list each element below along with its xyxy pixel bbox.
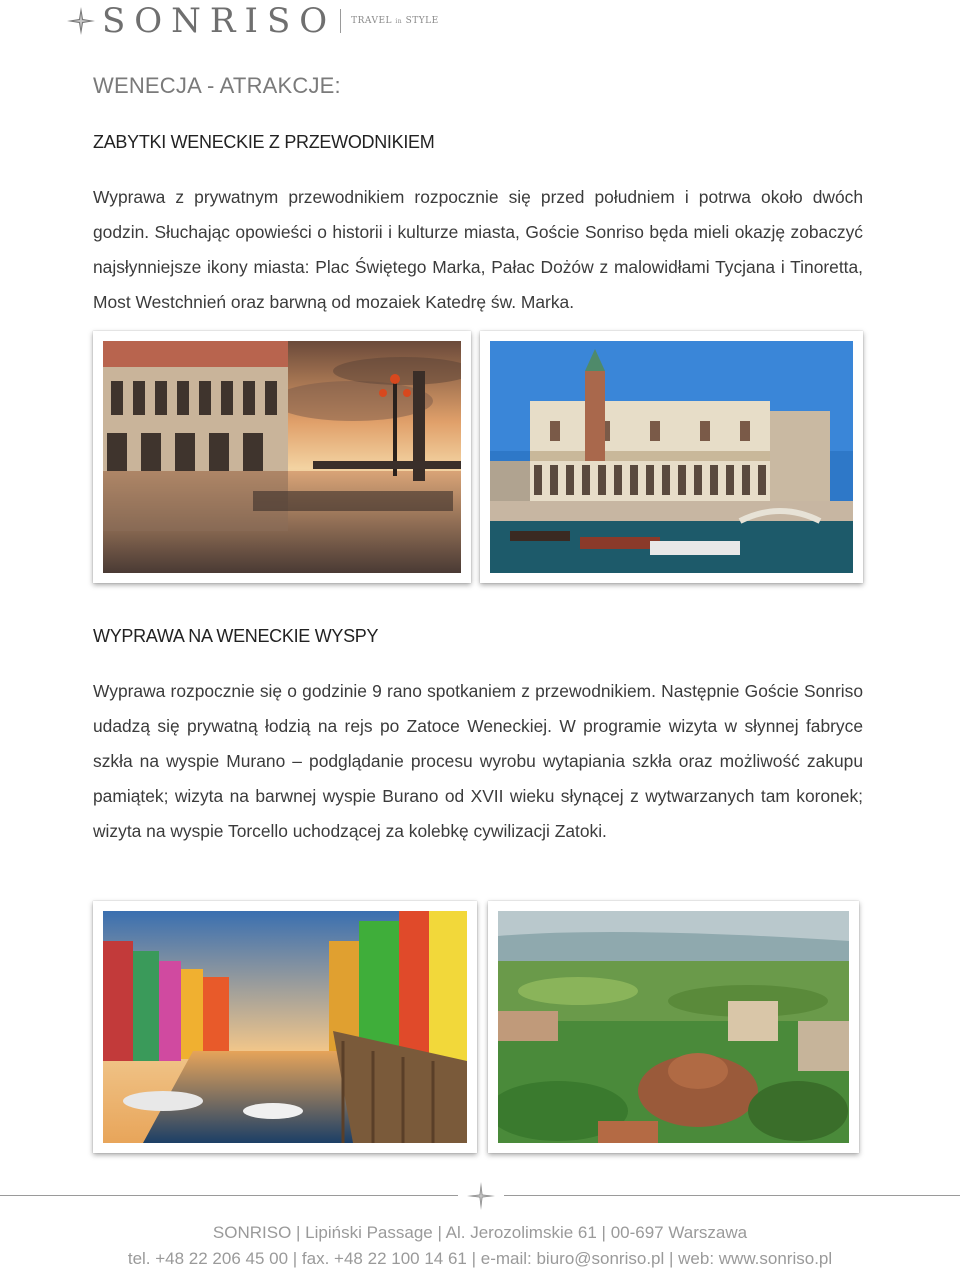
section-body-monuments: Wyprawa z prywatnym przewodnikiem rozpocznie się przed południem i potrwa około dwóch godzin. Słuchając opowieści o historii i kulturze miasta, Goście Sonriso będa mieli okazję zobaczyć najsłynniejsze ikony miasta: Plac Świętego Marka, Pałac Dożów z malowidłami Tycjana i Tinoretta, Most Westchnień oraz barwną od mozaiek Katedrę św. Marka.: [93, 187, 863, 312]
logo-divider: [340, 9, 341, 33]
compass-star-icon: [66, 6, 96, 36]
footer-divider-left: [0, 1195, 458, 1196]
section-body-islands: Wyprawa rozpocznie się o godzinie 9 rano spotkaniem z przewodnikiem. Następnie Goście Sonriso udadzą się prywatną łodzią na rejs po Zatoce Weneckiej. W programie wizyta w słynnej fabryce szkła na wyspie Murano – podglądanie procesu wyrobu wytapiania szkła oraz możliwość zakupu pamiątek; wizyta na barwnej wyspie Burano od XVII wieku słynącej z wytwarzanych tam koronek; wizyta na wyspie Torcello uchodzącej za kolebkę cywilizacji Zatoki.: [93, 681, 863, 841]
section-heading-monuments: ZABYTKI WENECKIE Z PRZEWODNIKIEM: [93, 132, 435, 152]
photo-st-mark-square-sunset: [93, 331, 471, 583]
photo-burano-canal: [93, 901, 477, 1153]
footer-address: SONRISO | Lipiński Passage | Al. Jerozolimskie 61 | 00-697 Warszawa: [212, 1223, 748, 1242]
footer-contact: tel. +48 22 206 45 00 | fax. +48 22 100 14 61 | e-mail: biuro@sonriso.pl | web: www.sonriso.pl: [127, 1249, 833, 1268]
photo-doges-palace: [480, 331, 863, 583]
page-title: WENECJA - ATRAKCJE:: [93, 73, 341, 98]
brand-tagline: TRAVEL in STYLE: [351, 16, 439, 26]
compass-star-icon: [466, 1181, 496, 1211]
brand-logo: [66, 2, 439, 40]
footer-divider-right: [504, 1195, 960, 1196]
photo-torcello-aerial: [488, 901, 859, 1153]
brand-name: SONRISO: [102, 1, 337, 41]
section-heading-islands: WYPRAWA NA WENECKIE WYSPY: [93, 626, 379, 646]
